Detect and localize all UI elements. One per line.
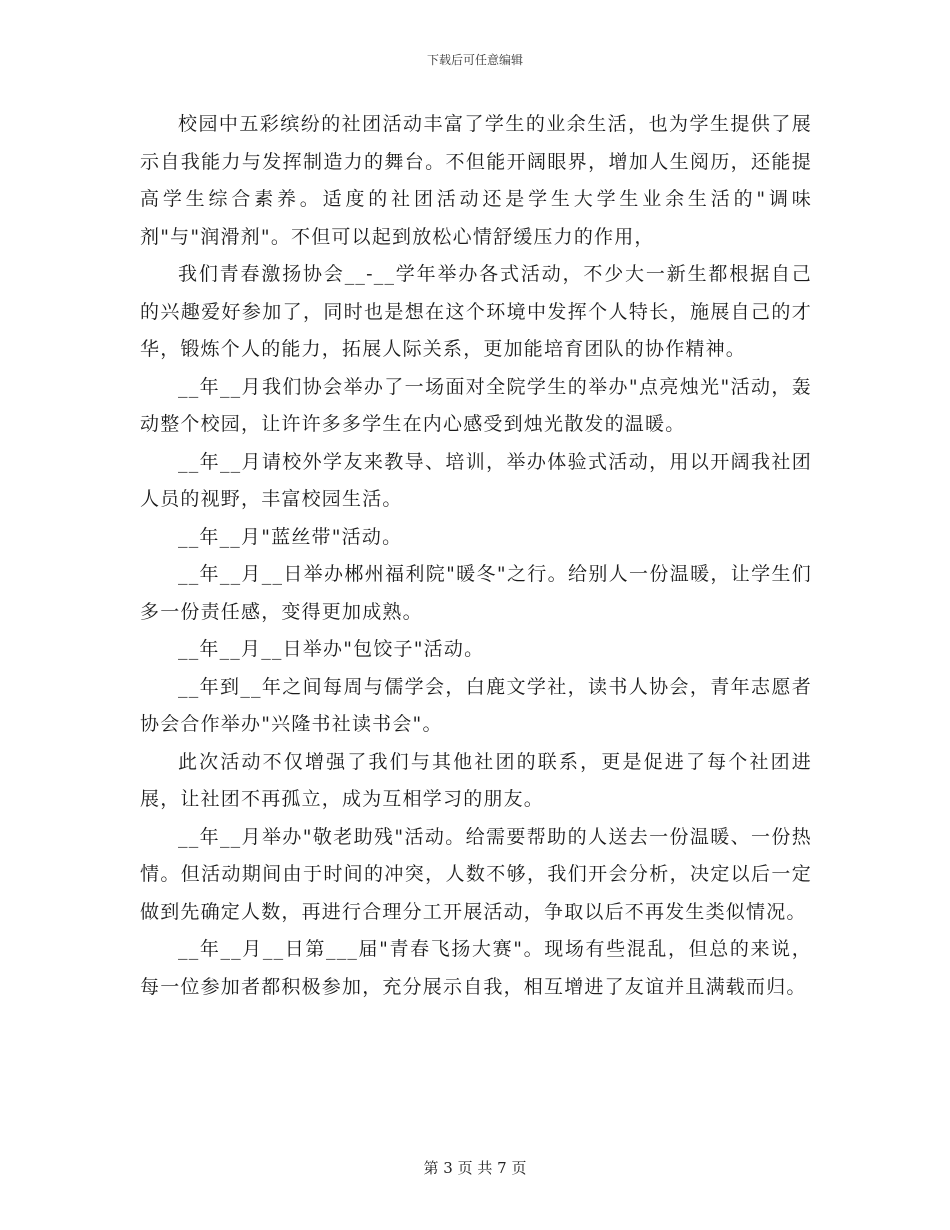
paragraph: 我们青春激扬协会__-__学年举办各式活动，不少大一新生都根据自己的兴趣爱好参加了，同时也是想在这个环境中发挥个人特长，施展自己的才华，锻炼个人的能力，拓展人际关系，更加能培育团队的协作精神。 xyxy=(140,263,812,360)
page-footer: 第 3 页 共 7 页 xyxy=(423,1159,527,1177)
paragraph: __年__月__日举办郴州福利院"暖冬"之行。给别人一份温暖，让学生们多一份责任感，变得更加成熟。 xyxy=(140,563,812,623)
paragraph: 校园中五彩缤纷的社团活动丰富了学生的业余生活，也为学生提供了展示自我能力与发挥制造力的舞台。不但能开阔眼界，增加人生阅历，还能提高学生综合素养。适度的社团活动还是学生大学生业余生活的"调味剂"与"润滑剂"。不但可以起到放松心情舒缓压力的作用， xyxy=(140,113,812,248)
document-body xyxy=(140,106,812,1006)
paragraph: __年__月"蓝丝带"活动。 xyxy=(178,525,403,548)
page-header: 下载后可任意编辑 xyxy=(426,53,523,67)
paragraph: __年__月我们协会举办了一场面对全院学生的举办"点亮烛光"活动，轰动整个校园，让许许多多学生在内心感受到烛光散发的温暖。 xyxy=(140,375,812,435)
paragraph: __年__月__日第___届"青春飞扬大赛"。现场有些混乱，但总的来说，每一位参加者都积极参加，充分展示自我，相互增进了友谊并且满载而归。 xyxy=(140,938,812,998)
paragraph: 此次活动不仅增强了我们与其他社团的联系，更是促进了每个社团进展，让社团不再孤立，成为互相学习的朋友。 xyxy=(140,750,812,810)
paragraph: __年__月__日举办"包饺子"活动。 xyxy=(178,638,485,660)
paragraph: __年到__年之间每周与儒学会，白鹿文学社，读书人协会，青年志愿者协会合作举办"兴隆书社读书会"。 xyxy=(140,675,812,735)
paragraph: __年__月举办"敬老助残"活动。给需要帮助的人送去一份温暖、一份热情。但活动期间由于时间的冲突，人数不够，我们开会分析，决定以后一定做到先确定人数，再进行合理分工开展活动，争取以后不再发生类似情况。 xyxy=(140,825,812,923)
paragraph: __年__月请校外学友来教导、培训，举办体验式活动，用以开阔我社团人员的视野，丰富校园生活。 xyxy=(140,450,812,510)
